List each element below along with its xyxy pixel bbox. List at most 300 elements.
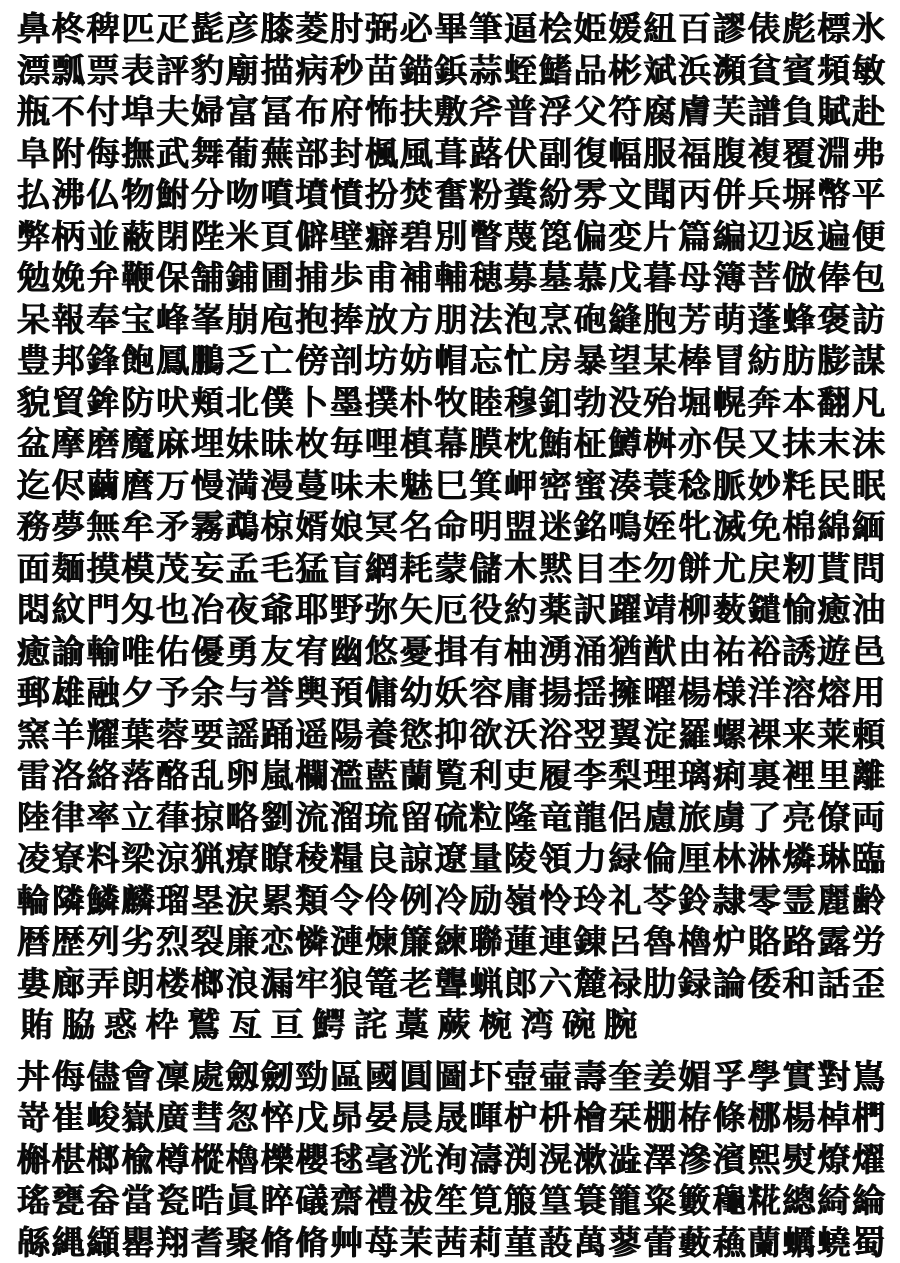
kanji-glyph: 暦 <box>16 921 51 963</box>
kanji-glyph: 艸 <box>329 1222 364 1263</box>
kanji-glyph: 槲 <box>16 1139 51 1181</box>
kanji-glyph: 矢 <box>399 589 434 631</box>
kanji-glyph: 煉 <box>364 921 399 963</box>
kanji-glyph: 髭 <box>190 8 225 50</box>
kanji-glyph: 椋 <box>260 506 295 548</box>
kanji-glyph: 柾 <box>573 423 608 465</box>
kanji-glyph: 壁 <box>329 216 364 258</box>
kanji-glyph: 栫 <box>677 1097 712 1139</box>
kanji-glyph: 略 <box>225 797 260 839</box>
kanji-glyph: 利 <box>468 755 503 797</box>
kanji-glyph: 膨 <box>816 340 851 382</box>
kanji-glyph: 猛 <box>294 548 329 590</box>
kanji-glyph: 箕 <box>468 465 503 507</box>
kanji-glyph: 抹 <box>782 423 817 465</box>
kanji-glyph: 俣 <box>712 423 747 465</box>
kanji-glyph: 撫 <box>120 133 155 175</box>
glyph-row <box>16 91 886 133</box>
kanji-glyph: 貿 <box>51 382 86 424</box>
kanji-glyph: 畚 <box>86 1180 121 1222</box>
kanji-glyph: 枠 <box>141 1004 183 1046</box>
kanji-glyph: 翻 <box>816 382 851 424</box>
kanji-glyph: 瞥 <box>468 216 503 258</box>
kanji-glyph: 武 <box>155 133 190 175</box>
kanji-glyph: 鉾 <box>86 382 121 424</box>
kanji-glyph: 奮 <box>434 174 469 216</box>
kanji-glyph: 郵 <box>16 672 51 714</box>
kanji-glyph: 燎 <box>816 1139 851 1181</box>
kanji-glyph: 籠 <box>608 1180 643 1222</box>
kanji-glyph: 舗 <box>190 257 225 299</box>
kanji-glyph: 廣 <box>155 1097 190 1139</box>
kanji-glyph: 貧 <box>747 50 782 92</box>
kanji-glyph: 房 <box>538 340 573 382</box>
kanji-glyph: 櫟 <box>260 1139 295 1181</box>
kanji-glyph: 練 <box>434 921 469 963</box>
glyph-row <box>16 133 886 175</box>
kanji-glyph: 苓 <box>642 880 677 922</box>
kanji-glyph: 棉 <box>782 506 817 548</box>
kanji-glyph: 蓉 <box>155 714 190 756</box>
kanji-glyph: 枦 <box>503 1097 538 1139</box>
kanji-glyph: 牝 <box>677 506 712 548</box>
kanji-glyph: 卜 <box>294 382 329 424</box>
kanji-glyph: 与 <box>225 672 260 714</box>
kanji-glyph: 奔 <box>747 382 782 424</box>
kanji-glyph: 甕 <box>51 1180 86 1222</box>
kanji-glyph: 閉 <box>155 216 190 258</box>
kanji-glyph: 悶 <box>16 589 51 631</box>
kanji-glyph: 瓷 <box>155 1180 190 1222</box>
kanji-glyph: 霧 <box>190 506 225 548</box>
kanji-glyph: 耀 <box>86 714 121 756</box>
kanji-glyph: 冶 <box>190 589 225 631</box>
kanji-glyph: 鈴 <box>677 880 712 922</box>
kanji-glyph: 牟 <box>120 506 155 548</box>
kanji-glyph: 卵 <box>225 755 260 797</box>
kanji-glyph: 萬 <box>573 1222 608 1263</box>
kanji-glyph: 隣 <box>51 880 86 922</box>
kanji-glyph: 編 <box>712 216 747 258</box>
kanji-glyph: 蓮 <box>503 921 538 963</box>
kanji-glyph: 壷 <box>538 1056 573 1098</box>
kanji-glyph: 雰 <box>573 174 608 216</box>
kanji-glyph: 留 <box>399 797 434 839</box>
kanji-glyph: 賦 <box>816 91 851 133</box>
kanji-glyph: 糧 <box>329 838 364 880</box>
kanji-glyph: 盟 <box>503 506 538 548</box>
kanji-glyph: 嶽 <box>120 1097 155 1139</box>
kanji-glyph: 扶 <box>399 91 434 133</box>
kanji-glyph: 返 <box>782 216 817 258</box>
kanji-glyph: 矛 <box>155 506 190 548</box>
kanji-glyph: 凜 <box>155 1056 190 1098</box>
kanji-glyph: 毛 <box>260 548 295 590</box>
kanji-glyph: 鰐 <box>308 1004 350 1046</box>
kanji-glyph: 丼 <box>16 1056 51 1098</box>
kanji-glyph: 龍 <box>573 797 608 839</box>
kanji-glyph: 令 <box>329 880 364 922</box>
kanji-glyph: 氷 <box>851 8 886 50</box>
kanji-glyph: 勉 <box>16 257 51 299</box>
kanji-glyph: 封 <box>329 133 364 175</box>
kanji-glyph: 妙 <box>747 465 782 507</box>
kanji-glyph: 隆 <box>503 797 538 839</box>
kanji-glyph: 盲 <box>329 548 364 590</box>
kanji-glyph: 椹 <box>51 1139 86 1181</box>
kanji-glyph: 貰 <box>816 548 851 590</box>
kanji-glyph: 露 <box>816 921 851 963</box>
kanji-glyph: 梁 <box>120 838 155 880</box>
kanji-glyph: 桧 <box>538 8 573 50</box>
kanji-glyph: 要 <box>190 714 225 756</box>
kanji-glyph: 佑 <box>155 631 190 673</box>
kanji-glyph: 並 <box>86 216 121 258</box>
kanji-glyph: 爺 <box>260 589 295 631</box>
kanji-glyph: 濫 <box>329 755 364 797</box>
kanji-glyph: 楓 <box>364 133 399 175</box>
kanji-glyph: 宥 <box>294 631 329 673</box>
kanji-glyph: 芳 <box>677 299 712 341</box>
kanji-glyph: 學 <box>747 1056 782 1098</box>
kanji-glyph: 璃 <box>677 755 712 797</box>
kanji-glyph: 憤 <box>329 174 364 216</box>
kanji-glyph: 療 <box>225 838 260 880</box>
glyph-row <box>16 589 886 631</box>
kanji-glyph: 漂 <box>16 50 51 92</box>
kanji-glyph: 野 <box>329 589 364 631</box>
kanji-glyph: 藁 <box>391 1004 433 1046</box>
kanji-glyph: 湧 <box>538 631 573 673</box>
kanji-glyph: 便 <box>851 216 886 258</box>
kanji-glyph: 楡 <box>120 1139 155 1181</box>
kanji-glyph: 圷 <box>468 1056 503 1098</box>
kanji-glyph: 輪 <box>16 880 51 922</box>
kanji-glyph: 悴 <box>260 1097 295 1139</box>
kanji-glyph: 庸 <box>503 672 538 714</box>
kanji-glyph: 木 <box>503 548 538 590</box>
kanji-glyph: 未 <box>364 465 399 507</box>
kanji-glyph: 昴 <box>329 1097 364 1139</box>
kanji-glyph: 伏 <box>503 133 538 175</box>
kanji-glyph: 綺 <box>816 1180 851 1222</box>
kanji-glyph: 胞 <box>642 299 677 341</box>
kanji-glyph: 葉 <box>120 714 155 756</box>
kanji-glyph: 朋 <box>434 299 469 341</box>
kanji-glyph: 茂 <box>155 548 190 590</box>
kanji-glyph: 峻 <box>86 1097 121 1139</box>
kanji-glyph: 圖 <box>434 1056 469 1098</box>
kanji-glyph: 儘 <box>86 1056 121 1098</box>
kanji-glyph: 孟 <box>225 548 260 590</box>
kanji-glyph: 流 <box>294 797 329 839</box>
kanji-glyph: 烹 <box>538 299 573 341</box>
kanji-glyph: 篁 <box>538 1180 573 1222</box>
kanji-glyph: 萌 <box>712 299 747 341</box>
kanji-glyph: 瑠 <box>155 880 190 922</box>
kanji-glyph: 肘 <box>329 8 364 50</box>
kanji-glyph: 梛 <box>747 1097 782 1139</box>
kanji-glyph: 品 <box>573 50 608 92</box>
kanji-glyph: 名 <box>399 506 434 548</box>
kanji-glyph: 弊 <box>16 216 51 258</box>
kanji-glyph: 面 <box>16 548 51 590</box>
kanji-glyph: 羊 <box>51 714 86 756</box>
kanji-glyph: 抑 <box>434 714 469 756</box>
kanji-glyph: 揖 <box>434 631 469 673</box>
kanji-glyph: 凌 <box>16 838 51 880</box>
kanji-glyph: 描 <box>260 50 295 92</box>
kanji-glyph: 苗 <box>364 50 399 92</box>
kanji-glyph: 峯 <box>190 299 225 341</box>
kanji-glyph: 敷 <box>434 91 469 133</box>
kanji-glyph: 幽 <box>329 631 364 673</box>
kanji-glyph: 瓢 <box>51 50 86 92</box>
kanji-glyph: 會 <box>120 1056 155 1098</box>
kanji-glyph: 蔽 <box>120 216 155 258</box>
kanji-glyph: 旅 <box>677 797 712 839</box>
kanji-glyph: 奎 <box>608 1056 643 1098</box>
kanji-glyph: 棒 <box>677 340 712 382</box>
kanji-glyph: 麿 <box>120 465 155 507</box>
kanji-glyph: 壺 <box>503 1056 538 1098</box>
kanji-glyph: 處 <box>190 1056 225 1098</box>
kanji-glyph: 柄 <box>51 216 86 258</box>
kanji-glyph: 撲 <box>364 382 399 424</box>
kanji-glyph: 蕨 <box>433 1004 475 1046</box>
kanji-glyph: 漣 <box>329 921 364 963</box>
kanji-glyph: 仏 <box>86 174 121 216</box>
kanji-glyph: 樅 <box>190 1139 225 1181</box>
kanji-glyph: 藪 <box>677 1222 712 1263</box>
kanji-glyph: 宝 <box>120 299 155 341</box>
kanji-glyph: 晟 <box>434 1097 469 1139</box>
kanji-glyph: 肋 <box>642 963 677 1005</box>
kanji-glyph: 浜 <box>677 50 712 92</box>
kanji-glyph: 良 <box>364 838 399 880</box>
kanji-glyph: 約 <box>503 589 538 631</box>
kanji-glyph: 由 <box>677 631 712 673</box>
kanji-glyph: 抱 <box>294 299 329 341</box>
kanji-glyph: 布 <box>294 91 329 133</box>
kanji-glyph: 文 <box>608 174 643 216</box>
kanji-glyph: 僚 <box>816 797 851 839</box>
kanji-glyph: 靖 <box>642 589 677 631</box>
kanji-glyph: 礼 <box>608 880 643 922</box>
kanji-glyph: 謬 <box>712 8 747 50</box>
kanji-glyph: 附 <box>51 133 86 175</box>
glyph-row <box>16 921 886 963</box>
kanji-glyph: 稗 <box>86 8 121 50</box>
kanji-glyph: 補 <box>399 257 434 299</box>
kanji-glyph: 栞 <box>608 1097 643 1139</box>
kanji-glyph: 務 <box>16 506 51 548</box>
kanji-glyph: 樽 <box>155 1139 190 1181</box>
kanji-glyph: 又 <box>747 423 782 465</box>
kanji-glyph: 毎 <box>329 423 364 465</box>
kanji-glyph: 壽 <box>573 1056 608 1098</box>
kanji-glyph: 絡 <box>86 755 121 797</box>
kanji-glyph: 膚 <box>677 91 712 133</box>
kanji-glyph: 紡 <box>747 340 782 382</box>
kanji-glyph: 臨 <box>851 838 886 880</box>
kanji-glyph: 陛 <box>190 216 225 258</box>
kanji-glyph: 纈 <box>86 1222 121 1263</box>
kanji-glyph: 輔 <box>434 257 469 299</box>
kanji-glyph: 薬 <box>538 589 573 631</box>
kanji-glyph: 瓶 <box>16 91 51 133</box>
kanji-glyph: 婦 <box>190 91 225 133</box>
kanji-glyph: 憐 <box>294 921 329 963</box>
kanji-glyph: 祓 <box>399 1180 434 1222</box>
kanji-glyph: 憂 <box>399 631 434 673</box>
kanji-glyph: 放 <box>364 299 399 341</box>
kanji-glyph: 聚 <box>225 1222 260 1263</box>
kanji-glyph: 吏 <box>503 755 538 797</box>
kanji-glyph: 夫 <box>155 91 190 133</box>
kanji-glyph: 歴 <box>51 921 86 963</box>
kanji-glyph: 溜 <box>329 797 364 839</box>
kanji-glyph: 分 <box>190 174 225 216</box>
kanji-glyph: 聯 <box>468 921 503 963</box>
kanji-glyph: 庖 <box>260 299 295 341</box>
kanji-glyph: 眠 <box>851 465 886 507</box>
kanji-glyph: 惑 <box>99 1004 141 1046</box>
kanji-glyph: 怜 <box>538 880 573 922</box>
kanji-glyph: 妖 <box>434 672 469 714</box>
kanji-glyph: 踊 <box>260 714 295 756</box>
kanji-glyph: 吠 <box>155 382 190 424</box>
kanji-glyph: 葡 <box>225 133 260 175</box>
kanji-glyph: 扮 <box>364 174 399 216</box>
kanji-glyph: 涼 <box>155 838 190 880</box>
kanji-glyph: 匹 <box>120 8 155 50</box>
kanji-glyph: 零 <box>747 880 782 922</box>
kanji-glyph: 翼 <box>608 714 643 756</box>
kanji-glyph: 薮 <box>712 589 747 631</box>
kanji-glyph: 滉 <box>538 1139 573 1181</box>
kanji-glyph: 斌 <box>642 50 677 92</box>
kanji-glyph: 蓑 <box>642 465 677 507</box>
kanji-glyph: 虜 <box>712 797 747 839</box>
kanji-glyph: 揺 <box>573 672 608 714</box>
kanji-glyph: 予 <box>155 672 190 714</box>
kanji-glyph: 甫 <box>364 257 399 299</box>
kanji-glyph: 鑓 <box>747 589 782 631</box>
kanji-glyph: 亘 <box>266 1004 308 1046</box>
kanji-glyph: 猶 <box>608 631 643 673</box>
kanji-glyph: 粍 <box>782 465 817 507</box>
kanji-glyph: 来 <box>782 714 817 756</box>
kanji-glyph: 當 <box>120 1180 155 1222</box>
kanji-glyph: 麻 <box>155 423 190 465</box>
kanji-glyph: 沸 <box>51 174 86 216</box>
kanji-glyph: 論 <box>712 963 747 1005</box>
kanji-glyph: 枡 <box>538 1097 573 1139</box>
kanji-glyph: 謀 <box>851 340 886 382</box>
kanji-glyph: 舞 <box>190 133 225 175</box>
glyph-row <box>16 506 886 548</box>
kanji-glyph: 菱 <box>294 8 329 50</box>
kanji-glyph: 笙 <box>434 1180 469 1222</box>
kanji-glyph: 杢 <box>608 548 643 590</box>
kanji-glyph: 労 <box>851 921 886 963</box>
kanji-glyph: 呆 <box>16 299 51 341</box>
kanji-glyph: 乱 <box>190 755 225 797</box>
kanji-glyph: 苺 <box>364 1222 399 1263</box>
kanji-glyph: 目 <box>573 548 608 590</box>
glyph-row <box>16 340 886 382</box>
kanji-glyph: 邑 <box>851 631 886 673</box>
glyph-row <box>16 465 886 507</box>
kanji-glyph: 李 <box>573 755 608 797</box>
kanji-glyph: 癖 <box>364 216 399 258</box>
kanji-glyph: 凡 <box>851 382 886 424</box>
glyph-row <box>16 838 886 880</box>
kanji-glyph: 對 <box>816 1056 851 1098</box>
kanji-glyph: 浴 <box>538 714 573 756</box>
kanji-glyph: 揚 <box>538 672 573 714</box>
kanji-glyph: 履 <box>538 755 573 797</box>
kanji-glyph: 料 <box>86 838 121 880</box>
kanji-glyph: 力 <box>573 838 608 880</box>
kanji-glyph: 乏 <box>225 340 260 382</box>
kanji-glyph: 湾 <box>516 1004 558 1046</box>
kanji-glyph: 淀 <box>642 714 677 756</box>
kanji-glyph: 椚 <box>851 1097 886 1139</box>
kanji-glyph: 腐 <box>642 91 677 133</box>
kanji-glyph: 漏 <box>260 963 295 1005</box>
kanji-glyph: 満 <box>225 465 260 507</box>
kanji-glyph: 評 <box>155 50 190 92</box>
kanji-glyph: 籔 <box>677 1180 712 1222</box>
kanji-glyph: 某 <box>642 340 677 382</box>
glyph-row <box>16 548 886 590</box>
kanji-glyph: 痢 <box>712 755 747 797</box>
kanji-glyph: 禮 <box>364 1180 399 1222</box>
kanji-glyph: 明 <box>468 506 503 548</box>
kanji-glyph: 冒 <box>712 340 747 382</box>
kanji-glyph: 了 <box>747 797 782 839</box>
kanji-glyph: 蓬 <box>747 299 782 341</box>
kanji-glyph: 篇 <box>677 216 712 258</box>
kanji-glyph: 渕 <box>503 1139 538 1181</box>
kanji-glyph: 蘓 <box>712 1222 747 1263</box>
kanji-glyph: 緜 <box>16 1222 51 1263</box>
kanji-glyph: 癒 <box>816 589 851 631</box>
kanji-glyph: 躍 <box>608 589 643 631</box>
kanji-glyph: 詫 <box>350 1004 392 1046</box>
kanji-glyph: 門 <box>86 589 121 631</box>
kanji-glyph: 父 <box>573 91 608 133</box>
kanji-glyph: 錬 <box>573 921 608 963</box>
kanji-glyph: 網 <box>364 548 399 590</box>
kanji-glyph: 墨 <box>329 382 364 424</box>
kanji-glyph: 併 <box>712 174 747 216</box>
kanji-glyph: 耆 <box>190 1222 225 1263</box>
kanji-glyph: 孚 <box>712 1056 747 1098</box>
kanji-glyph: 魅 <box>399 465 434 507</box>
kanji-glyph: 芙 <box>712 91 747 133</box>
kanji-glyph: 糀 <box>747 1180 782 1222</box>
kanji-glyph: 埋 <box>190 423 225 465</box>
kanji-glyph: 椀 <box>475 1004 517 1046</box>
kanji-glyph: 彪 <box>782 8 817 50</box>
kanji-glyph: 楼 <box>155 963 190 1005</box>
kanji-glyph: 百 <box>677 8 712 50</box>
kanji-glyph: 紋 <box>51 589 86 631</box>
kanji-glyph: 蕾 <box>642 1222 677 1263</box>
